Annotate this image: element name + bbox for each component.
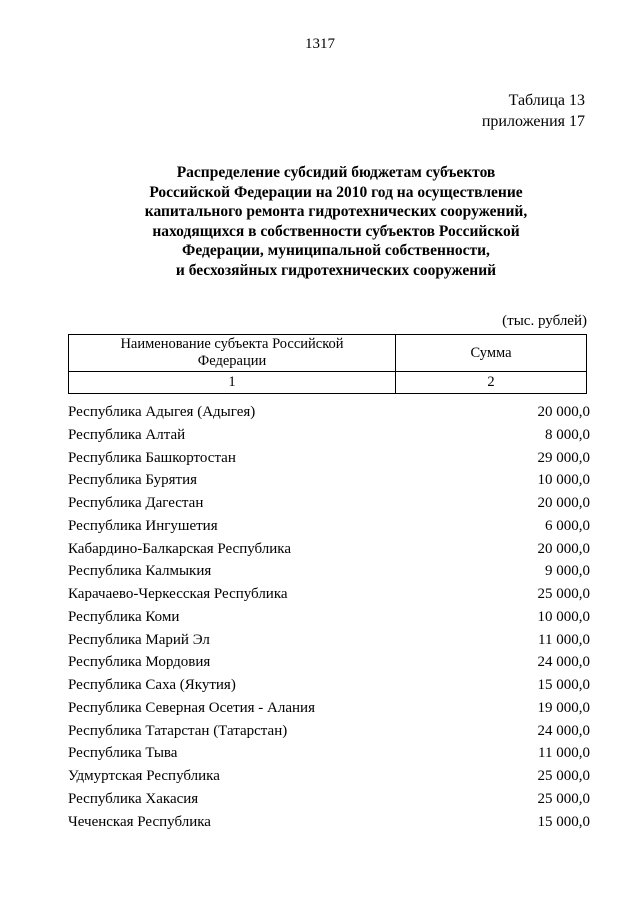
- row-sum: 25 000,0: [537, 790, 590, 807]
- table-row: [68, 492, 590, 515]
- row-sum: 11 000,0: [538, 745, 590, 762]
- row-sum: 25 000,0: [537, 586, 590, 602]
- row-sum: 19 000,0: [537, 699, 590, 716]
- table-header: [68, 334, 587, 394]
- row-sum: 29 000,0: [537, 449, 590, 466]
- title-line: находящихся в собственности субъектов Российской: [152, 222, 520, 240]
- row-name: Кабардино-Балкарская Республика: [68, 540, 292, 557]
- table-row: [68, 811, 590, 834]
- title-line: и бесхозяйных гидротехнических сооружений: [175, 261, 497, 279]
- row-sum: 25 000,0: [537, 768, 590, 784]
- table-row: [68, 447, 590, 470]
- row-name: Республика Башкортостан: [68, 449, 236, 466]
- row-name: Удмуртская Республика: [68, 768, 220, 784]
- row-sum: 6 000,0: [545, 517, 590, 534]
- row-name: Республика Северная Осетия - Алания: [68, 699, 315, 716]
- row-name: Республика Марий Эл: [68, 631, 210, 648]
- title-line: Российской Федерации на 2010 год на осуществление: [149, 183, 523, 201]
- row-name: Карачаево-Черкесская Республика: [68, 586, 288, 602]
- row-name: Республика Татарстан (Татарстан): [68, 722, 288, 739]
- table-row: [68, 651, 590, 674]
- page-number: 1317: [305, 36, 335, 52]
- table-row: [68, 720, 590, 743]
- row-sum: 20 000,0: [537, 540, 590, 557]
- row-sum: 20 000,0: [537, 495, 590, 511]
- table-row: [68, 538, 590, 561]
- row-name: Республика Тыва: [68, 745, 178, 762]
- row-sum: 24 000,0: [537, 654, 590, 671]
- row-sum: 15 000,0: [537, 677, 590, 693]
- row-name: Республика Бурятия: [68, 472, 198, 489]
- column-number-2: 2: [396, 372, 587, 394]
- header-sum-cell: Сумма: [396, 335, 587, 372]
- table-row: [68, 629, 590, 652]
- column-number-1: 1: [69, 372, 396, 394]
- table-row: [68, 788, 590, 811]
- title-line: Распределение субсидий бюджетам субъектов: [176, 164, 496, 181]
- title-line: Федерации, муниципальной собственности,: [182, 242, 490, 259]
- document-title: [70, 163, 602, 280]
- row-sum: 8 000,0: [545, 426, 590, 443]
- row-name: Республика Дагестан: [68, 495, 204, 511]
- table-row: [68, 401, 590, 424]
- table-reference: [482, 90, 585, 132]
- table-row: [68, 606, 590, 629]
- table-row: [68, 674, 590, 697]
- row-name: Республика Хакасия: [68, 790, 199, 807]
- row-name: Республика Саха (Якутия): [68, 677, 236, 693]
- table-row: [68, 765, 590, 788]
- row-sum: 10 000,0: [537, 472, 590, 489]
- table-row: [68, 424, 590, 447]
- title-line: капитального ремонта гидротехнических сооружений,: [144, 203, 528, 220]
- table-row: [68, 560, 590, 583]
- table-row: [68, 742, 590, 765]
- row-sum: 24 000,0: [537, 722, 590, 739]
- row-name: Республика Адыгея (Адыгея): [68, 404, 256, 420]
- row-sum: 15 000,0: [537, 813, 590, 830]
- row-name: Республика Ингушетия: [68, 517, 218, 534]
- row-sum: 10 000,0: [537, 608, 590, 625]
- row-sum: 9 000,0: [545, 563, 590, 580]
- header-name-cell: [69, 335, 396, 372]
- row-name: Республика Мордовия: [68, 654, 211, 671]
- row-name: Республика Коми: [68, 608, 180, 625]
- table-row: [68, 515, 590, 538]
- row-name: Республика Алтай: [68, 426, 186, 443]
- row-name: Чеченская Республика: [68, 813, 211, 830]
- table-row: [68, 697, 590, 720]
- row-sum: 20 000,0: [537, 404, 590, 420]
- units-label: (тыс. рублей): [502, 313, 587, 329]
- table-body: [68, 401, 590, 833]
- table-row: [68, 469, 590, 492]
- header-name-text: Наименование субъекта Российской Федерации: [120, 336, 344, 369]
- table-reference-line1: Таблица 13: [508, 92, 585, 109]
- table-row: [68, 583, 590, 606]
- table-reference-line2: приложения 17: [481, 113, 585, 130]
- row-name: Республика Калмыкия: [68, 563, 212, 580]
- row-sum: 11 000,0: [538, 631, 590, 648]
